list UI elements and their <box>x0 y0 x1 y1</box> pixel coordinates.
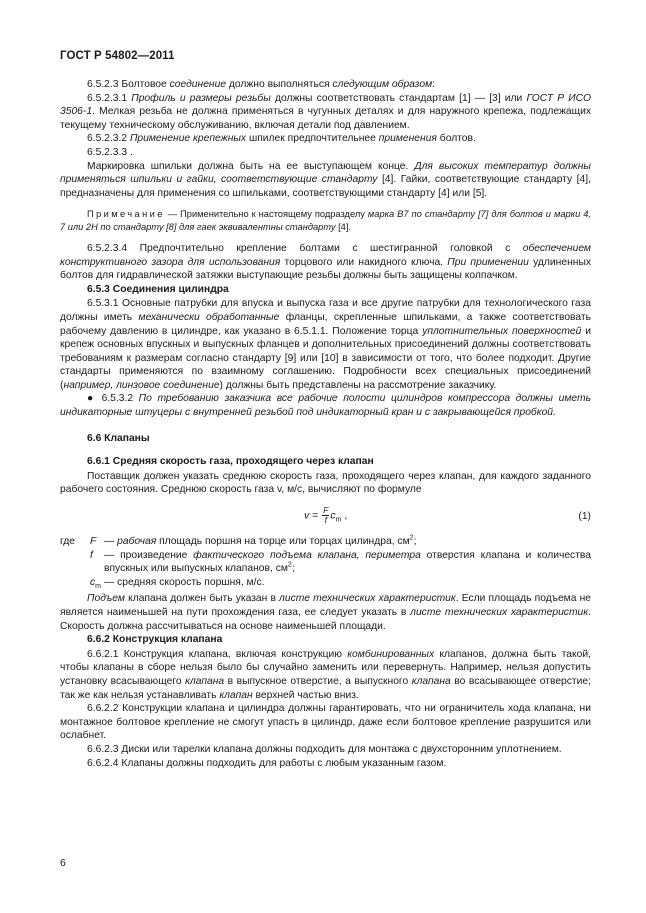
heading-6-5-3: 6.5.3 Соединения цилиндра <box>87 283 229 295</box>
document-header: ГОСТ Р 54802—2011 <box>60 50 175 62</box>
paragraph-6-5-2-3-2: 6.5.2.3.2 Применение крепежных шпилек предпочтительнее применения болтов. <box>87 133 476 145</box>
paragraph-6-5-2-3-3: 6.5.2.3.3 . <box>87 146 133 158</box>
paragraph-6-6-2-4: 6.6.2.4 Клапаны должны подходить для работы с любым указанным газом. <box>87 757 447 769</box>
formula-1 <box>60 504 591 530</box>
paragraph-6-6-2-1: 6.6.2.1 Конструкция клапана, включая конструкцию комбинированных клапанов, должна быть такой, чтобы клапаны в сборе нельзя было бы случайно заменить или перевернуть. Например, нельзя допустить установку всасывающего клапана в выпускное отверстие, а выпускного клапана во всасывающее отверстие; так же как нельзя устанавливать клапан верхней частью вниз. <box>60 648 591 701</box>
paragraph-6-5-3-1: 6.5.3.1 Основные патрубки для впуска и выпуска газа и все другие патрубки для технологического газа должны иметь механически обработанные фланцы, скрепленные шпильками, а также соответствовать рабочему давлению в цилиндре, как указано в 6.5.1.1. Положение торца уплотнительных поверхностей и крепеж основных впускных и выпускных фланцев и дополнительных присоединений должны соответствовать требованиям к размерам согласно стандарту [9] или [10] в зависимости от того, что более подходит. Другие стандарты применяются по взаимному соглашению. Подробности всех специальных присоединений (например, линзовое соединение) должны быть представлены на рассмотрение заказчику. <box>60 298 592 391</box>
formula-definitions <box>60 535 591 589</box>
paragraph-6-5-2-3-1: 6.5.2.3.1 Профиль и размеры резьбы должны соответствовать стандартам [1] — [3] или ГОСТ Р ИСО 3506-1. Мелкая резьба не должна применяться в чугунных деталях и для наружного крепежа, подлежащих текущему техническому обслуживанию, включая детали под давлением. <box>60 92 591 131</box>
paragraph-6-5-2-3: 6.5.2.3 Болтовое соединение должно выполняться следующим образом: <box>87 79 436 90</box>
note: Примечание — Применительно к настоящему подразделу марка В7 по стандарту [7] для болтов и марки 4, 7 или 2Н по стандарту [8] для гаек эквивалентны стандарту [4]. <box>60 209 591 233</box>
formula-fraction: $\frac{F}{f}$ <box>323 505 329 526</box>
page-body <box>60 78 591 770</box>
paragraph-gas-velocity: Поставщик должен указать среднюю скорость газа, проходящего через клапан, для каждого заданного рабочего состояния. Среднюю скорость газа v, м/с, вычисляют по формуле <box>60 470 591 496</box>
heading-6-6-1: 6.6.1 Средняя скорость газа, проходящего через клапан <box>87 456 374 468</box>
definition-row: f — произведение фактического подъема клапана, периметра отверстия клапана и количества впускных или выпускных клапанов, $см^2$; <box>90 549 591 575</box>
paragraph-6-6-2-3: 6.6.2.3 Диски или тарелки клапана должны подходить для монтажа с двухсторонним уплотнением. <box>87 743 562 755</box>
paragraph-valve-lift: Подъем клапана должен быть указан в листе технических характеристик. Если площадь подъема не является наименьшей на пути прохождения газа, ее следует указать в листе технических характеристик. Скорость должна рассчитываться на основе наименьшей площади. <box>60 593 592 632</box>
formula-expression: v = $\frac{F}{f}$ $c_m$ , <box>304 505 348 526</box>
page-number: 6 <box>60 857 66 869</box>
definition-row: $c_m$ — средняя скорость поршня, м/с. <box>90 576 265 590</box>
definition-row: где F — рабочая площадь поршня на торце или торцах цилиндра, $см^2$; <box>60 534 417 548</box>
formula-number: (1) <box>578 511 591 523</box>
paragraph-6-5-3-2: ● 6.5.3.2 По требованию заказчика все рабочие полости цилиндров компрессора должны иметь индикаторные штуцеры с внутренней резьбой под индикаторный кран и с закрывающейся пробкой. <box>60 393 591 419</box>
paragraph-6-6-2-2: 6.6.2.2 Конструкции клапана и цилиндра должны гарантировать, что ни ограничитель хода клапана, ни монтажное болтовое крепление не смогут упасть в цилиндр, даже если болтовое крепление разрушится или ослабнет. <box>60 703 591 742</box>
paragraph-stud-marking: Маркировка шпильки должна быть на ее выступающем конце. Для высоких температур должны применяться шпильки и гайки, соответствующие стандарту [4]. Гайки, соответствующие стандарту [4], предназначены для применения со шпильками, соответствующими стандарту [4] или [5]. <box>60 160 591 199</box>
paragraph-6-5-2-3-4: 6.5.2.3.4 Предпочтительно крепление болтами с шестигранной головкой с обеспечением конструктивного зазора для использования торцового или накидного ключа. При применении удлиненных болтов для гидравлической затяжки выступающие резьбы должны быть защищены колпачком. <box>60 242 592 282</box>
heading-6-6-2: 6.6.2 Конструкция клапана <box>87 634 223 646</box>
heading-6-6: 6.6 Клапаны <box>87 432 150 444</box>
bullet-icon: ● <box>87 393 102 405</box>
